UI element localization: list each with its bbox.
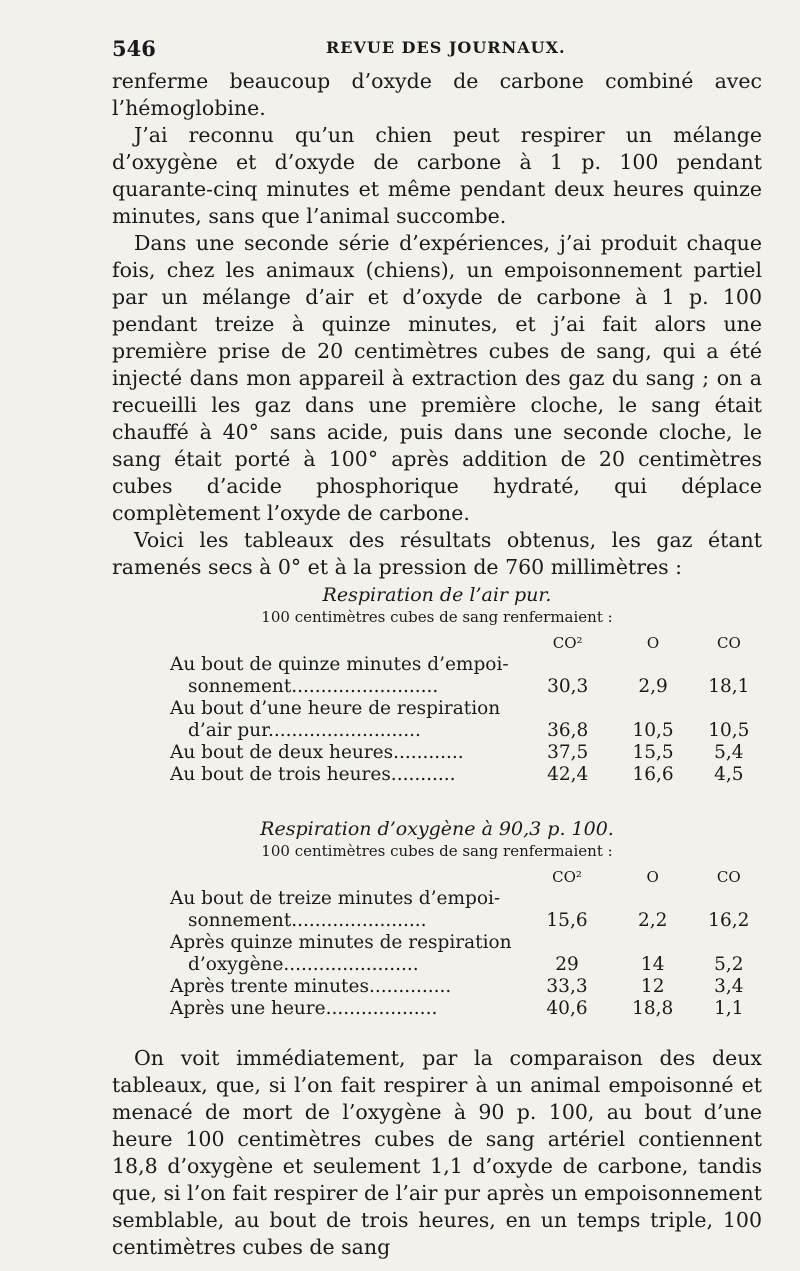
table-title: Respiration de l’air pur.	[322, 584, 552, 606]
cell-o: 12	[640, 976, 665, 997]
cell-co2: 37,5	[547, 742, 589, 763]
table-subtitle: 100 centimètres cubes de sang renfermaient :	[261, 608, 613, 626]
row-label: Au bout de deux heures............	[170, 742, 464, 763]
column-header-o: O	[646, 868, 659, 886]
cell-co2: 36,8	[547, 720, 589, 741]
table-row	[170, 698, 762, 720]
column-header-co2: CO²	[552, 868, 582, 886]
cell-co2: 42,4	[547, 764, 589, 785]
column-header-co: CO	[716, 634, 741, 652]
row-label: Au bout de trois heures...........	[170, 764, 456, 785]
cell-co: 5,2	[714, 954, 744, 975]
cell-o: 10,5	[632, 720, 674, 741]
table-row	[170, 932, 762, 954]
column-header-co: CO	[716, 868, 741, 886]
row-label: d’air pur..........................	[188, 720, 421, 741]
paragraph: Voici les tableaux des résultats obtenus, les gaz étant ramenés secs à 0° et à la pression de 760 millimètres :	[112, 528, 762, 579]
table-row	[170, 720, 762, 742]
column-header-o: O	[646, 634, 660, 652]
cell-co: 16,2	[708, 910, 750, 931]
cell-co2: 29	[555, 954, 579, 975]
cell-o: 14	[640, 954, 665, 975]
paragraph: On voit immédiatement, par la comparaison des deux tableaux, que, si l’on fait respirer à un animal empoisonné et menacé de mort de l’oxygène à 90 p. 100, au bout d’une heure 100 centimètres cubes de sang artériel contiennent 18,8 d’oxygène et seulement 1,1 d’oxyde de carbone, tandis que, si l’on fait respirer de l’air pur après un empoisonnement semblable, au bout de trois heures, en un temps triple, 100 centimètres cubes de sang	[112, 1046, 762, 1259]
row-label: d’oxygène.......................	[188, 954, 419, 975]
table-row	[170, 910, 762, 932]
table-header-row	[170, 860, 762, 888]
table-air-section	[112, 584, 762, 786]
intro-text	[112, 68, 762, 581]
table-row	[170, 954, 762, 976]
table-row	[170, 676, 762, 698]
table-row	[170, 742, 762, 764]
table-header-row	[170, 626, 762, 654]
cell-o: 2,9	[638, 676, 668, 697]
cell-co: 5,4	[714, 742, 744, 763]
cell-co2: 40,6	[546, 998, 588, 1019]
page-number: 546	[112, 36, 156, 61]
cell-co: 1,1	[714, 998, 744, 1019]
row-label: Au bout d’une heure de respiration	[170, 698, 501, 719]
table-row	[170, 654, 762, 676]
table-title: Respiration d’oxygène à 90,3 p. 100.	[260, 818, 614, 840]
paragraph: renferme beaucoup d’oxyde de carbone combiné avec l’hémoglobine.	[112, 69, 762, 120]
column-header-co2: CO²	[552, 634, 583, 652]
results-table-air	[170, 626, 762, 786]
table-row	[170, 764, 762, 786]
paragraph: J’ai reconnu qu’un chien peut respirer un mélange d’oxygène et d’oxyde de carbone à 1 p. 100 pendant quarante-cinq minutes et même pendant deux heures quinze minutes, sans que l’animal succombe.	[112, 123, 762, 228]
cell-co: 3,4	[714, 976, 744, 997]
conclusion-text	[112, 1045, 762, 1261]
row-label: sonnement.......................	[188, 910, 427, 931]
cell-o: 16,6	[632, 764, 674, 785]
cell-o: 15,5	[632, 742, 674, 763]
table-subtitle: 100 centimètres cubes de sang renfermaient :	[261, 842, 613, 860]
cell-o: 18,8	[632, 998, 674, 1019]
running-head: REVUE DES JOURNAUX.	[326, 38, 566, 57]
results-table-oxygen	[170, 860, 762, 1020]
row-label: Après trente minutes..............	[170, 976, 452, 997]
cell-co: 4,5	[714, 764, 744, 785]
row-label: Au bout de treize minutes d’empoi-	[170, 888, 501, 909]
cell-co2: 15,6	[546, 910, 588, 931]
table-row	[170, 888, 762, 910]
table-oxygen-section	[112, 818, 762, 1020]
paragraph: Dans une seconde série d’expériences, j’ai produit chaque fois, chez les animaux (chiens), un empoisonnement partiel par un mélange d’air et d’oxyde de carbone à 1 p. 100 pendant treize à quinze minutes, et j’ai fait alors une première prise de 20 centimètres cubes de sang, qui a été injecté dans mon appareil à extraction des gaz du sang ; on a recueilli les gaz dans une première cloche, le sang était chauffé à 40° sans acide, puis dans une seconde cloche, le sang était porté à 100° après addition de 20 centimètres cubes d’acide phosphorique hydraté, qui déplace complètement l’oxyde de carbone.	[112, 231, 762, 525]
row-label: Après une heure...................	[170, 998, 438, 1019]
cell-co2: 33,3	[546, 976, 588, 997]
cell-co: 10,5	[708, 720, 750, 741]
cell-o: 2,2	[637, 910, 668, 931]
cell-co: 18,1	[708, 676, 750, 697]
cell-co2: 30,3	[547, 676, 589, 697]
row-label: Après quinze minutes de respiration	[170, 932, 512, 953]
table-row	[170, 976, 762, 998]
row-label: Au bout de quinze minutes d’empoi-	[170, 654, 509, 675]
page-header	[112, 36, 760, 60]
table-row	[170, 998, 762, 1020]
row-label: sonnement.........................	[188, 676, 439, 697]
